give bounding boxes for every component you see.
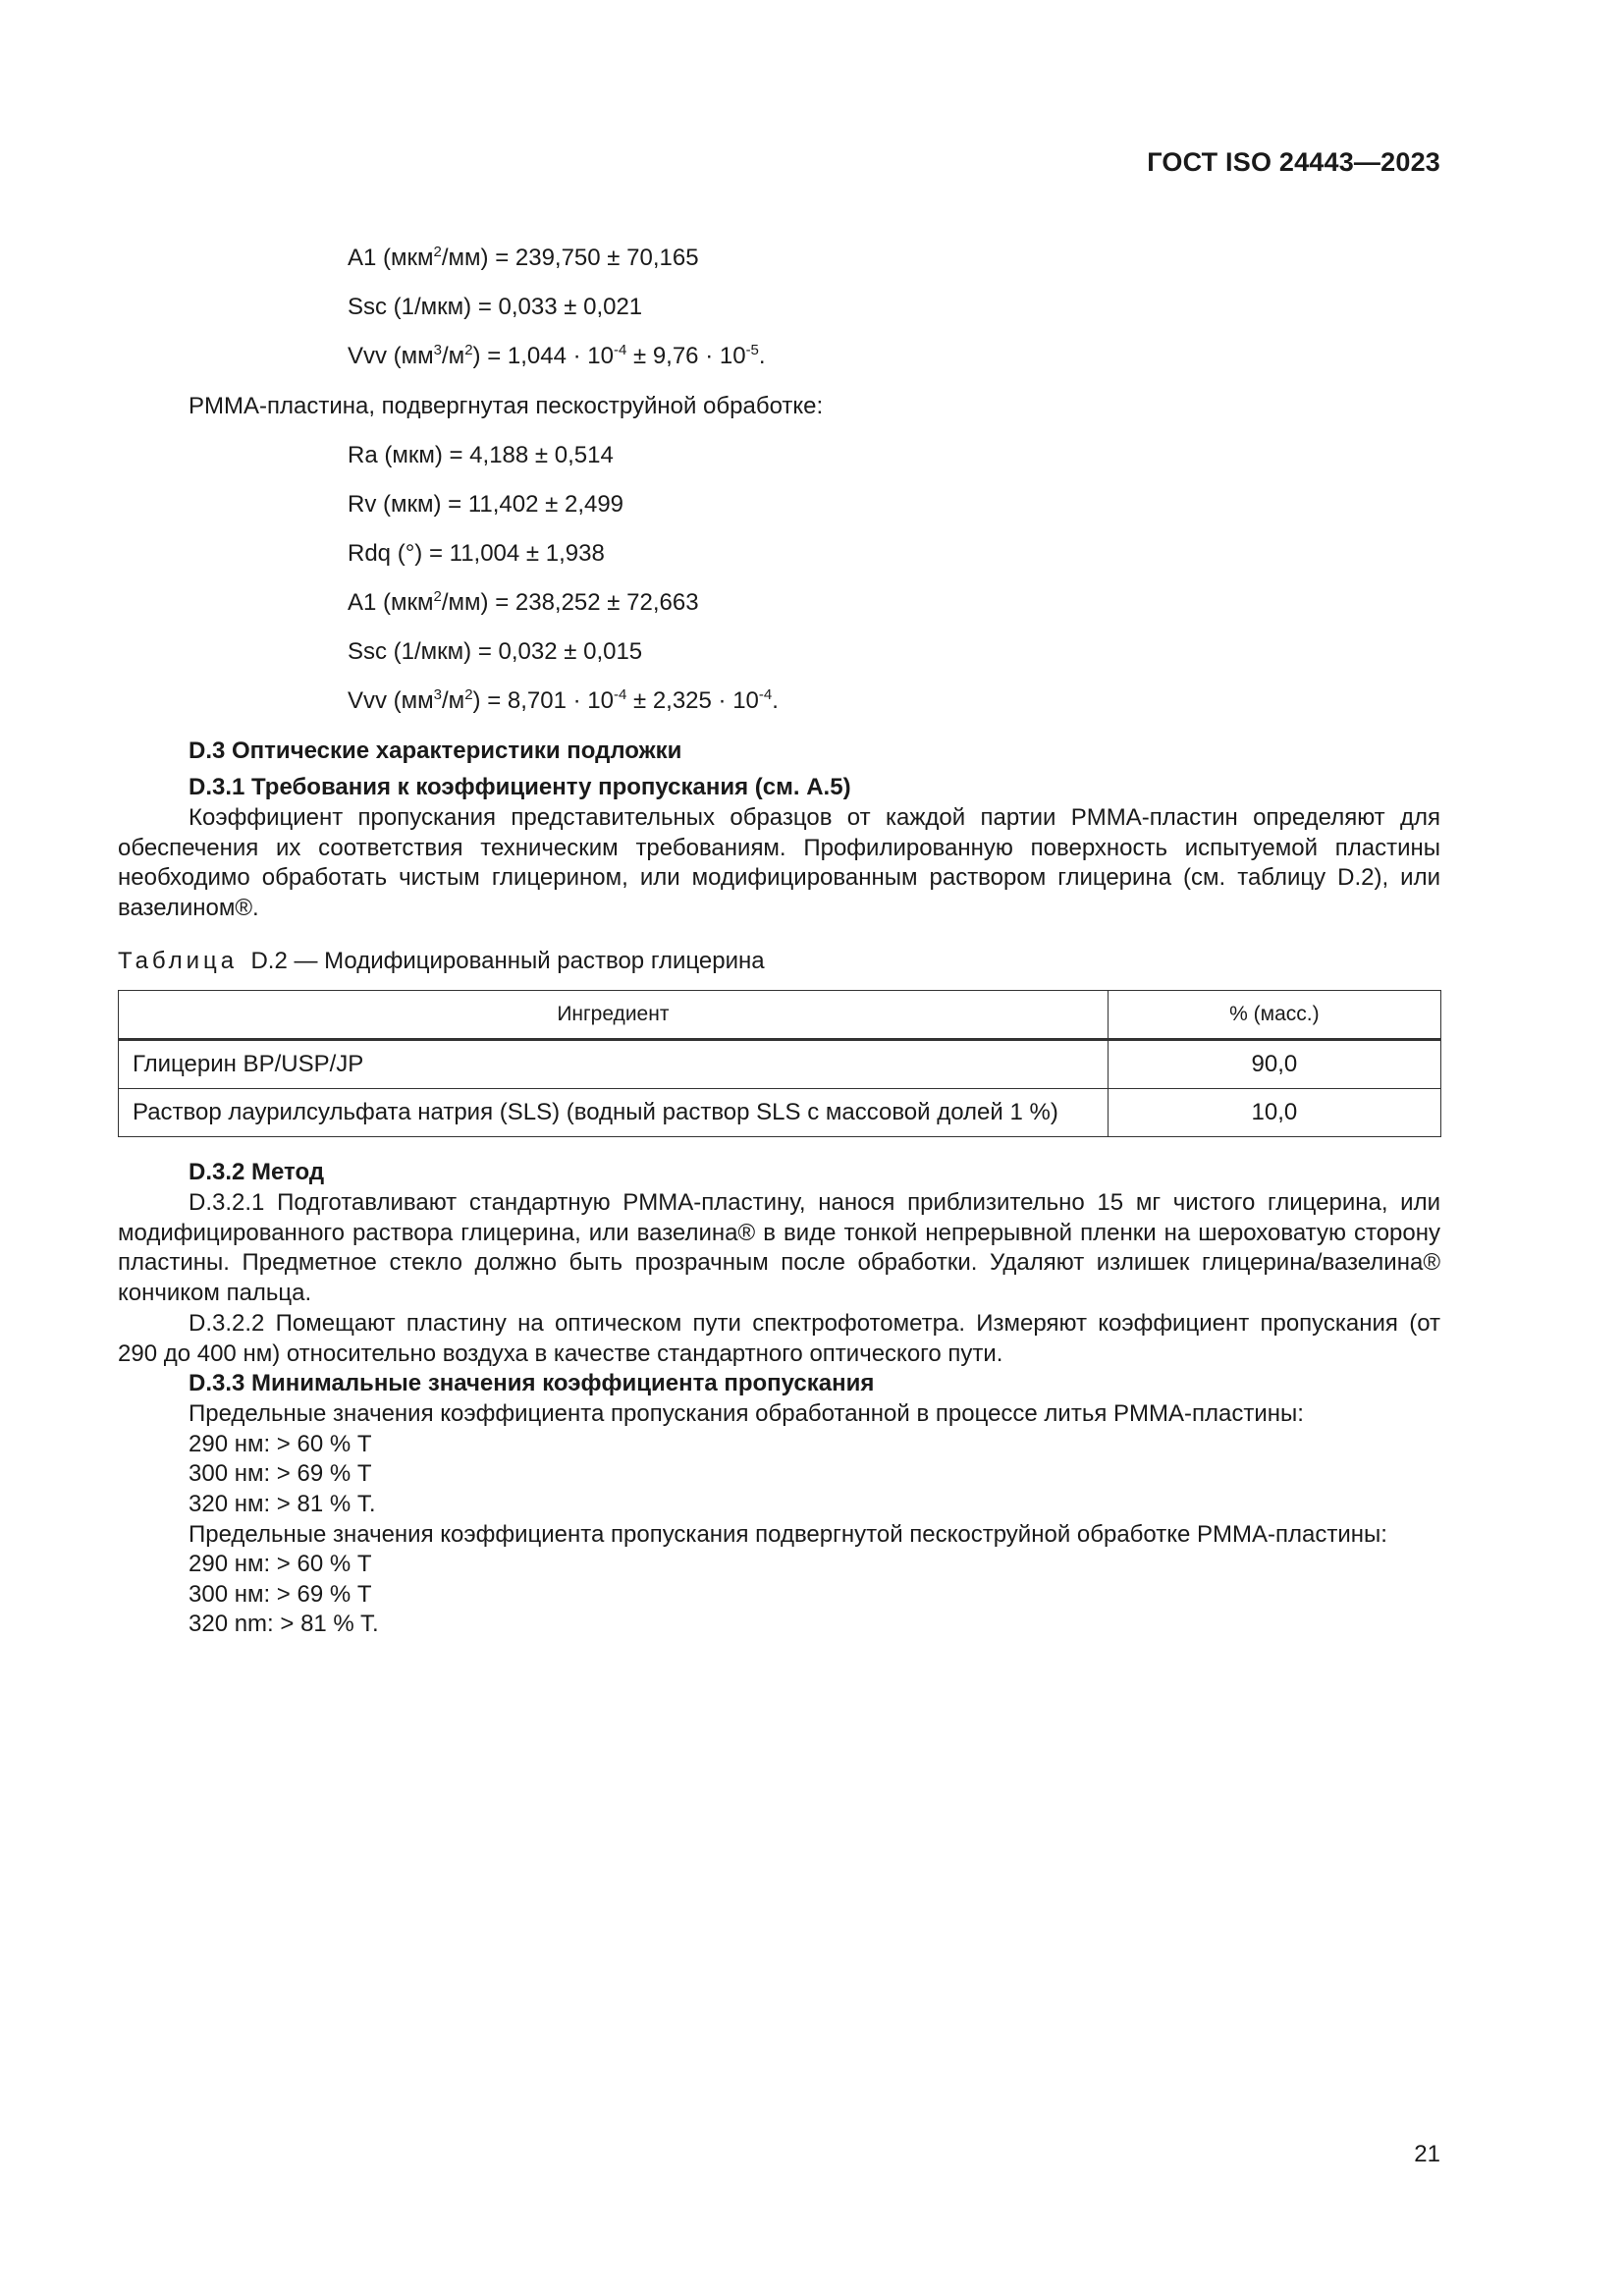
document-header: ГОСТ ISO 24443—2023 — [1147, 147, 1440, 177]
formula-vvv: Vvv $(мм^3/м^2) = 1,044 \cdot 10^{-4} \pm 9,76 \cdot 10^{-5}$. — [348, 342, 766, 369]
formula-vvv: Vvv $(мм^3/м^2) = 8,701 \cdot 10^{-4} \pm 2,325 \cdot 10^{-4}$. — [348, 686, 779, 714]
table-header-row — [119, 991, 1441, 1040]
formula-a1: A1 (мкм$^2$/мм) = 239,750 ± 70,165 — [348, 244, 699, 271]
formula-ssc: Ssc (1/мкм) = 0,032 ± 0,015 — [348, 638, 643, 665]
list-item: 300 нм: > 69 % T — [189, 1460, 372, 1487]
table-header-ingredient: Ингредиент — [119, 991, 1109, 1040]
list-item: 300 нм: > 69 % T — [189, 1581, 372, 1608]
formula-rdq: Rdq (°) = 11,004 ± 1,938 — [348, 540, 605, 567]
sand-limits-intro: Предельные значения коэффициента пропускания подвергнутой пескоструйной обработке PMMA-пластины: — [189, 1521, 1387, 1548]
ingredients-table — [118, 990, 1441, 1137]
formula-rv: Rv (мкм) = 11,402 ± 2,499 — [348, 491, 624, 518]
table-cell: Глицерин BP/USP/JP — [119, 1040, 1109, 1089]
list-item: 320 нм: > 81 % T. — [189, 1491, 376, 1517]
list-item: 290 нм: > 60 % T — [189, 1551, 372, 1577]
sandblasted-label: PMMA-пластина, подвергнутая пескоструйной обработке: — [189, 393, 824, 419]
paragraph-d321: D.3.2.1 Подготавливают стандартную PMMA-пластину, нанося приблизительно 15 мг чистого глицерина, или модифицированного раствора глицерина, или вазелина® в виде тонкой непрерывной пленки на шероховатую сторону пластины. Предметное стекло должно быть прозрачным после обработки. Удаляют излишек глицерина/вазелина® кончиком пальца. — [118, 1189, 1440, 1306]
section-title-d31: D.3.1 Требования к коэффициенту пропускания (см. A.5) — [189, 774, 851, 800]
section-title-d3: D.3 Оптические характеристики подложки — [189, 738, 682, 764]
list-item: 320 nm: > 81 % T. — [189, 1611, 379, 1637]
paragraph-d322: D.3.2.2 Помещают пластину на оптическом пути спектрофотометра. Измеряют коэффициент пропускания (от 290 до 400 нм) относительно воздуха в качестве стандартного оптического пути. — [118, 1310, 1440, 1367]
section-title-d33: D.3.3 Минимальные значения коэффициента пропускания — [189, 1370, 875, 1396]
table-header-mass: % (масс.) — [1108, 991, 1440, 1040]
formula-ra: Ra (мкм) = 4,188 ± 0,514 — [348, 442, 614, 468]
table-caption: Таблица D.2 — Модифицированный раствор глицерина — [118, 948, 765, 974]
formula-a1: A1 (мкм$^2$/мм) = 238,252 ± 72,663 — [348, 588, 699, 616]
formula-ssc: Ssc (1/мкм) = 0,033 ± 0,021 — [348, 294, 643, 320]
table-cell: Раствор лаурилсульфата натрия (SLS) (водный раствор SLS с массовой долей 1 %) — [119, 1089, 1109, 1137]
list-item: 290 нм: > 60 % T — [189, 1431, 372, 1457]
table-cell: 90,0 — [1108, 1040, 1440, 1089]
table-cell: 10,0 — [1108, 1089, 1440, 1137]
cast-limits-intro: Предельные значения коэффициента пропускания обработанной в процессе литья PMMA-пластины: — [189, 1400, 1304, 1427]
table-row — [119, 1040, 1441, 1089]
paragraph-d31: Коэффициент пропускания представительных образцов от каждой партии PMMA-пластин определяют для обеспечения их соответствия техническим требованиям. Профилированную поверхность испытуемой пластины необходимо обработать чистым глицерином, или модифицированным раствором глицерина (см. таблицу D.2), или вазелином®. — [118, 804, 1440, 921]
section-title-d32: D.3.2 Метод — [189, 1159, 325, 1185]
table-row — [119, 1089, 1441, 1137]
page-number: 21 — [1414, 2141, 1440, 2167]
